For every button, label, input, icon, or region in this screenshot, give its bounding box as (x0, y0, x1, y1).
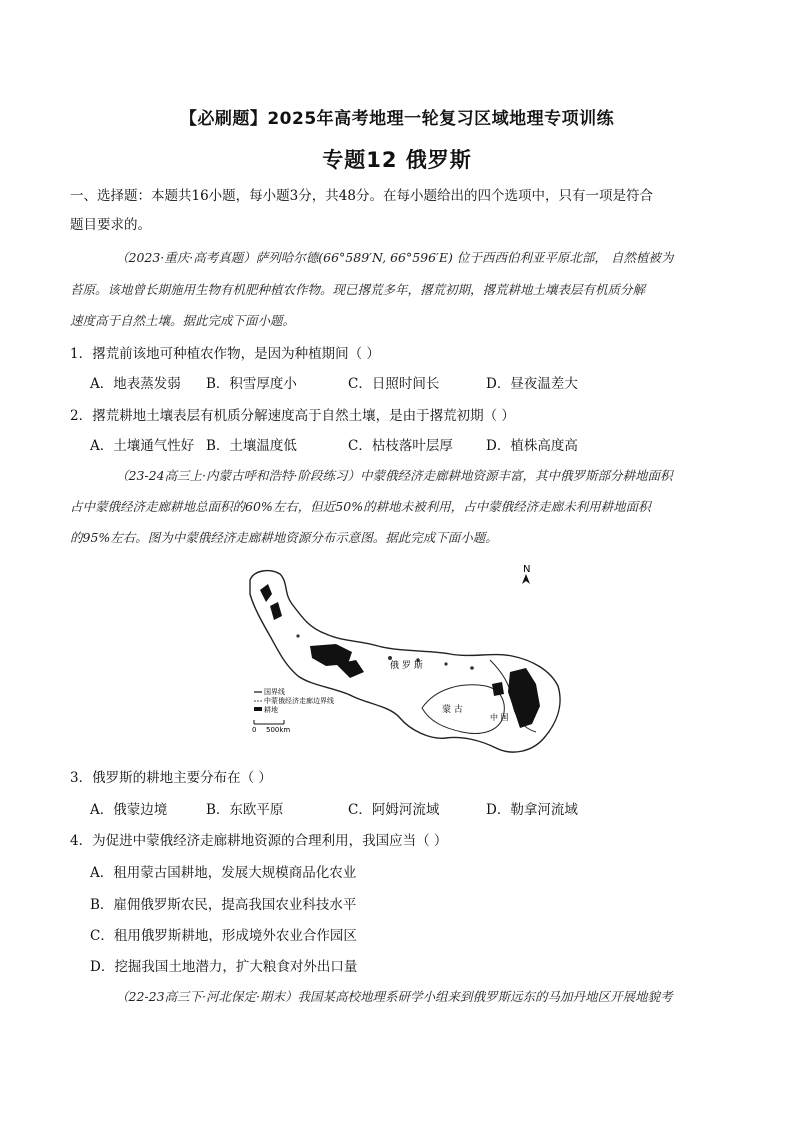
label-russia: 俄 罗 斯 (390, 661, 423, 671)
label-china: 中 国 (490, 713, 509, 722)
question-3-option-c[interactable]: C．阿姆河流域 (348, 802, 440, 818)
question-3-stem: 3．俄罗斯的耕地主要分布在（ ） (70, 770, 272, 786)
question-2-option-c[interactable]: C．枯枝落叶层厚 (348, 438, 453, 454)
question-2-option-b[interactable]: B．土壤温度低 (206, 438, 297, 454)
passage-2-line-2: 占中蒙俄经济走廊耕地总面积的60%左右，但近50%的耕地未被利用，占中蒙俄经济走廊未利用耕地面积 (70, 499, 651, 514)
passage-1-line-2: 苔原。该地曾长期施用生物有机肥种植农作物。现已撂荒多年，撂荒初期，撂荒耕地土壤表层有机质分解 (70, 282, 646, 297)
question-4-option-c[interactable]: C．租用俄罗斯耕地，形成境外农业合作园区 (90, 928, 357, 944)
scale-distance-label: 500km (266, 726, 291, 734)
question-2-stem: 2．撂荒耕地土壤表层有机质分解速度高于自然土壤，是由于撂荒初期（ ） (70, 408, 515, 424)
map-legend (252, 687, 334, 734)
question-2-option-d[interactable]: D．植株高度高 (486, 438, 578, 454)
question-1-option-b[interactable]: B．积雪厚度小 (206, 376, 297, 392)
section-instructions-line-1: 一、选择题：本题共16小题，每小题3分，共48分。在每小题给出的四个选项中，只有一项是符合 (70, 188, 653, 204)
document-subtitle: 专题12 俄罗斯 (322, 148, 472, 172)
passage-1-line-1: （2023·重庆·高考真题）萨列哈尔德(66°589′N, 66°596′E) 位于西西伯利亚平原北部， 自然植被为 (116, 250, 674, 265)
question-1-option-a[interactable]: A．地表蒸发弱 (90, 376, 181, 392)
passage-1-line-3: 速度高于自然土壤。据此完成下面小题。 (70, 313, 296, 328)
north-label: N (523, 564, 531, 575)
question-1-option-d[interactable]: D．昼夜温差大 (486, 376, 578, 392)
question-3-option-a[interactable]: A．俄蒙边境 (90, 802, 168, 818)
question-3-option-d[interactable]: D．勒拿河流域 (486, 802, 578, 818)
question-2-option-a[interactable]: A．土壤通气性好 (90, 438, 195, 454)
question-4-option-a[interactable]: A．租用蒙古国耕地，发展大规模商品化农业 (90, 865, 357, 881)
label-mongolia: 蒙 古 (442, 705, 463, 715)
legend-farmland-label: 耕地 (264, 706, 278, 714)
passage-2-line-1: （23-24高三上·内蒙古呼和浩特·阶段练习）中蒙俄经济走廊耕地资源丰富，其中俄罗斯部分耕地面积 (116, 468, 673, 483)
passage-3-line-1: （22-23高三下·河北保定·期末）我国某高校地理系研学小组来到俄罗斯远东的马加丹地区开展地貌考 (116, 989, 673, 1004)
question-4-option-d[interactable]: D．挖掘我国土地潜力，扩大粮食对外出口量 (90, 959, 358, 975)
legend-border-label: 国界线 (264, 688, 285, 696)
mongolia-border (422, 685, 504, 734)
corridor-farmland-map (240, 560, 570, 760)
section-instructions-line-2: 题目要求的。 (70, 217, 151, 233)
question-4-stem: 4．为促进中蒙俄经济走廊耕地资源的合理利用，我国应当（ ） (70, 833, 448, 849)
north-arrow (522, 564, 530, 584)
farmland-patches (260, 584, 540, 728)
question-1-option-c[interactable]: C．日照时间长 (348, 376, 440, 392)
document-title: 【必刷题】2025年高考地理一轮复习区域地理专项训练 (179, 109, 615, 129)
passage-2-line-3: 的95%左右。图为中蒙俄经济走廊耕地资源分布示意图。据此完成下面小题。 (70, 530, 498, 545)
question-4-option-b[interactable]: B．雇佣俄罗斯农民，提高我国农业科技水平 (90, 897, 357, 913)
scale-zero-label: 0 (252, 726, 257, 734)
question-3-option-b[interactable]: B．东欧平原 (206, 802, 284, 818)
question-1-stem: 1．撂荒前该地可种植农作物，是因为种植期间（ ） (70, 346, 380, 362)
legend-corridor-label: 中蒙俄经济走廊边界线 (264, 697, 334, 705)
